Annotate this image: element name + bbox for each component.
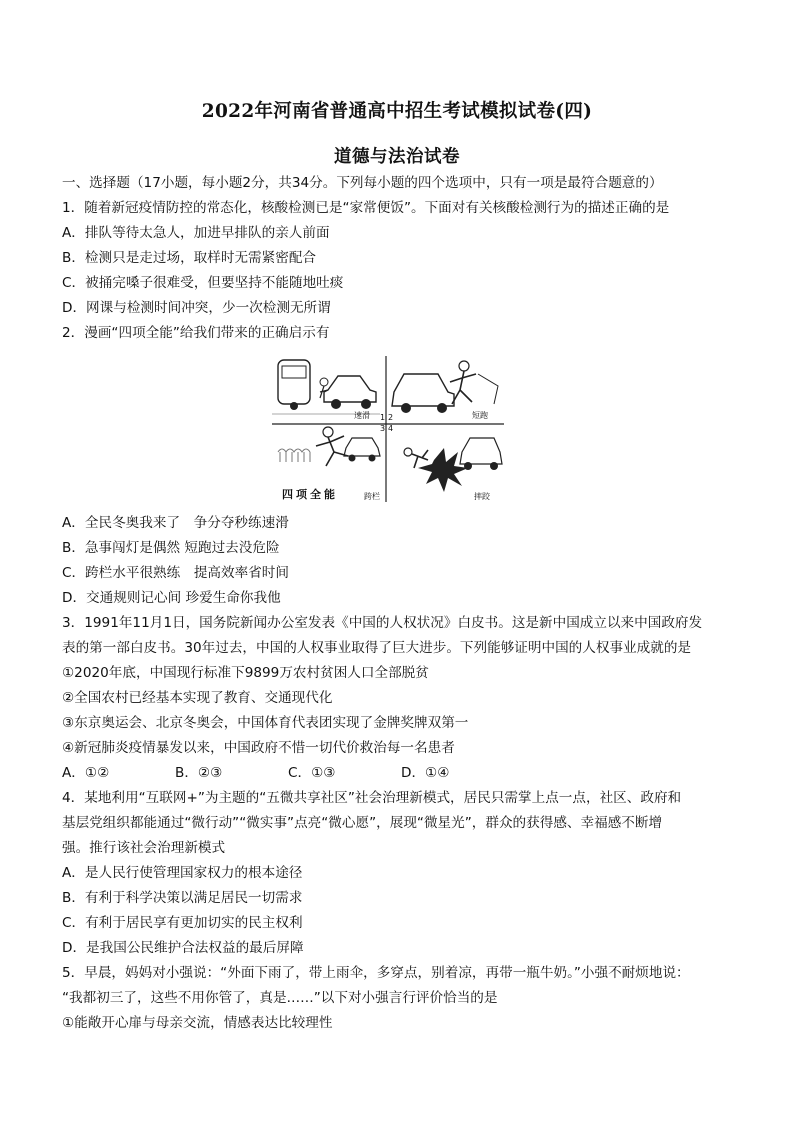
section-heading: 一、选择题（17小题，每小题2分，共34分。下列每小题的四个选项中，只有一项是最符合题意的） bbox=[62, 175, 663, 191]
q3-options-row bbox=[62, 764, 514, 782]
q3-option-c: C．①③ bbox=[288, 765, 336, 781]
q4-stem-line-2: 基层党组织都能通过“微行动”“微实事”点亮“微心愿”，展现“微星光”，群众的获得感、幸福感不断增 bbox=[62, 815, 663, 831]
q2-option-d: D．交通规则记心间 珍爱生命你我他 bbox=[62, 590, 281, 606]
panel-3-label: 跨栏 bbox=[364, 492, 380, 501]
panel-number-2: 2 bbox=[388, 413, 394, 422]
exam-subtitle: 道德与法治试卷 bbox=[334, 147, 460, 167]
q1-option-a: A．排队等待太急人，加进早排队的亲人前面 bbox=[62, 225, 330, 241]
q3-item-3: ③东京奥运会、北京冬奥会，中国体育代表团实现了金牌奖牌双第一 bbox=[62, 715, 469, 731]
q2-stem: 2．漫画“四项全能”给我们带来的正确启示有 bbox=[62, 325, 330, 341]
q1-stem: 1．随着新冠疫情防控的常态化，核酸检测已是“家常便饭”。下面对有关核酸检测行为的描述正确的是 bbox=[62, 200, 670, 216]
q4-option-b: B．有利于科学决策以满足居民一切需求 bbox=[62, 890, 303, 906]
q5-item-1: ①能敞开心扉与母亲交流，情感表达比较理性 bbox=[62, 1015, 333, 1031]
panel-1-drawing bbox=[272, 360, 380, 414]
four-skills-comic-image bbox=[268, 352, 508, 504]
q4-option-d: D．是我国公民维护合法权益的最后屏障 bbox=[62, 940, 304, 956]
q3-item-2: ②全国农村已经基本实现了教育、交通现代化 bbox=[62, 690, 333, 706]
q1-option-c: C．被捅完嗓子很难受，但要坚持不能随地吐痰 bbox=[62, 275, 344, 291]
panel-2-label: 短跑 bbox=[472, 411, 488, 420]
panel-4-label: 摔跤 bbox=[474, 492, 490, 501]
q4-stem-line-3: 强。推行该社会治理新模式 bbox=[62, 840, 226, 856]
q3-item-4: ④新冠肺炎疫情暴发以来，中国政府不惜一切代价救治每一名患者 bbox=[62, 740, 455, 756]
panel-3-drawing bbox=[278, 427, 380, 466]
q5-stem-line-2: “我都初三了，这些不用你管了，真是……”以下对小强言行评价恰当的是 bbox=[62, 990, 498, 1006]
q3-stem-line-2: 表的第一部白皮书。30年过去，中国的人权事业取得了巨大进步。下列能够证明中国的人权事业成就的是 bbox=[62, 640, 692, 656]
q3-option-a: A．①② bbox=[62, 765, 110, 781]
q2-option-c: C．跨栏水平很熟练 提高效率省时间 bbox=[62, 565, 289, 581]
panel-number-4: 4 bbox=[388, 424, 394, 433]
q1-option-d: D．网课与检测时间冲突，少一次检测无所谓 bbox=[62, 300, 331, 316]
comic-caption: 四项全能 bbox=[282, 488, 338, 501]
panel-4-drawing bbox=[404, 438, 502, 492]
q5-stem-line-1: 5．早晨，妈妈对小强说：“外面下雨了，带上雨伞，多穿点，别着凉，再带一瓶牛奶。”小强不耐烦地说： bbox=[62, 965, 690, 981]
exam-title: 2022年河南省普通高中招生考试模拟试卷(四) bbox=[201, 101, 593, 122]
q1-option-b: B．检测只是走过场，取样时无需紧密配合 bbox=[62, 250, 317, 266]
q4-option-a: A．是人民行使管理国家权力的根本途径 bbox=[62, 865, 303, 881]
q3-item-1: ①2020年底，中国现行标准下9899万农村贫困人口全部脱贫 bbox=[62, 665, 429, 681]
panel-number-1: 1 bbox=[380, 413, 386, 422]
q2-option-a: A．全民冬奥我来了 争分夺秒练速滑 bbox=[62, 515, 289, 531]
panel-number-3: 3 bbox=[380, 424, 386, 433]
q3-option-d: D．①④ bbox=[401, 765, 450, 781]
q2-option-b: B．急事闯灯是偶然 短跑过去没危险 bbox=[62, 540, 280, 556]
panel-1-label: 速滑 bbox=[354, 411, 370, 420]
q3-option-b: B．②③ bbox=[175, 765, 223, 781]
q4-option-c: C．有利于居民享有更加切实的民主权利 bbox=[62, 915, 303, 931]
q4-stem-line-1: 4．某地利用“互联网+”为主题的“五微共享社区”社会治理新模式，居民只需掌上点一点，社区、政府和 bbox=[62, 790, 682, 806]
panel-2-drawing bbox=[392, 361, 498, 413]
q3-stem-line-1: 3．1991年11月1日，国务院新闻办公室发表《中国的人权状况》白皮书。这是新中国成立以来中国政府发 bbox=[62, 615, 703, 631]
